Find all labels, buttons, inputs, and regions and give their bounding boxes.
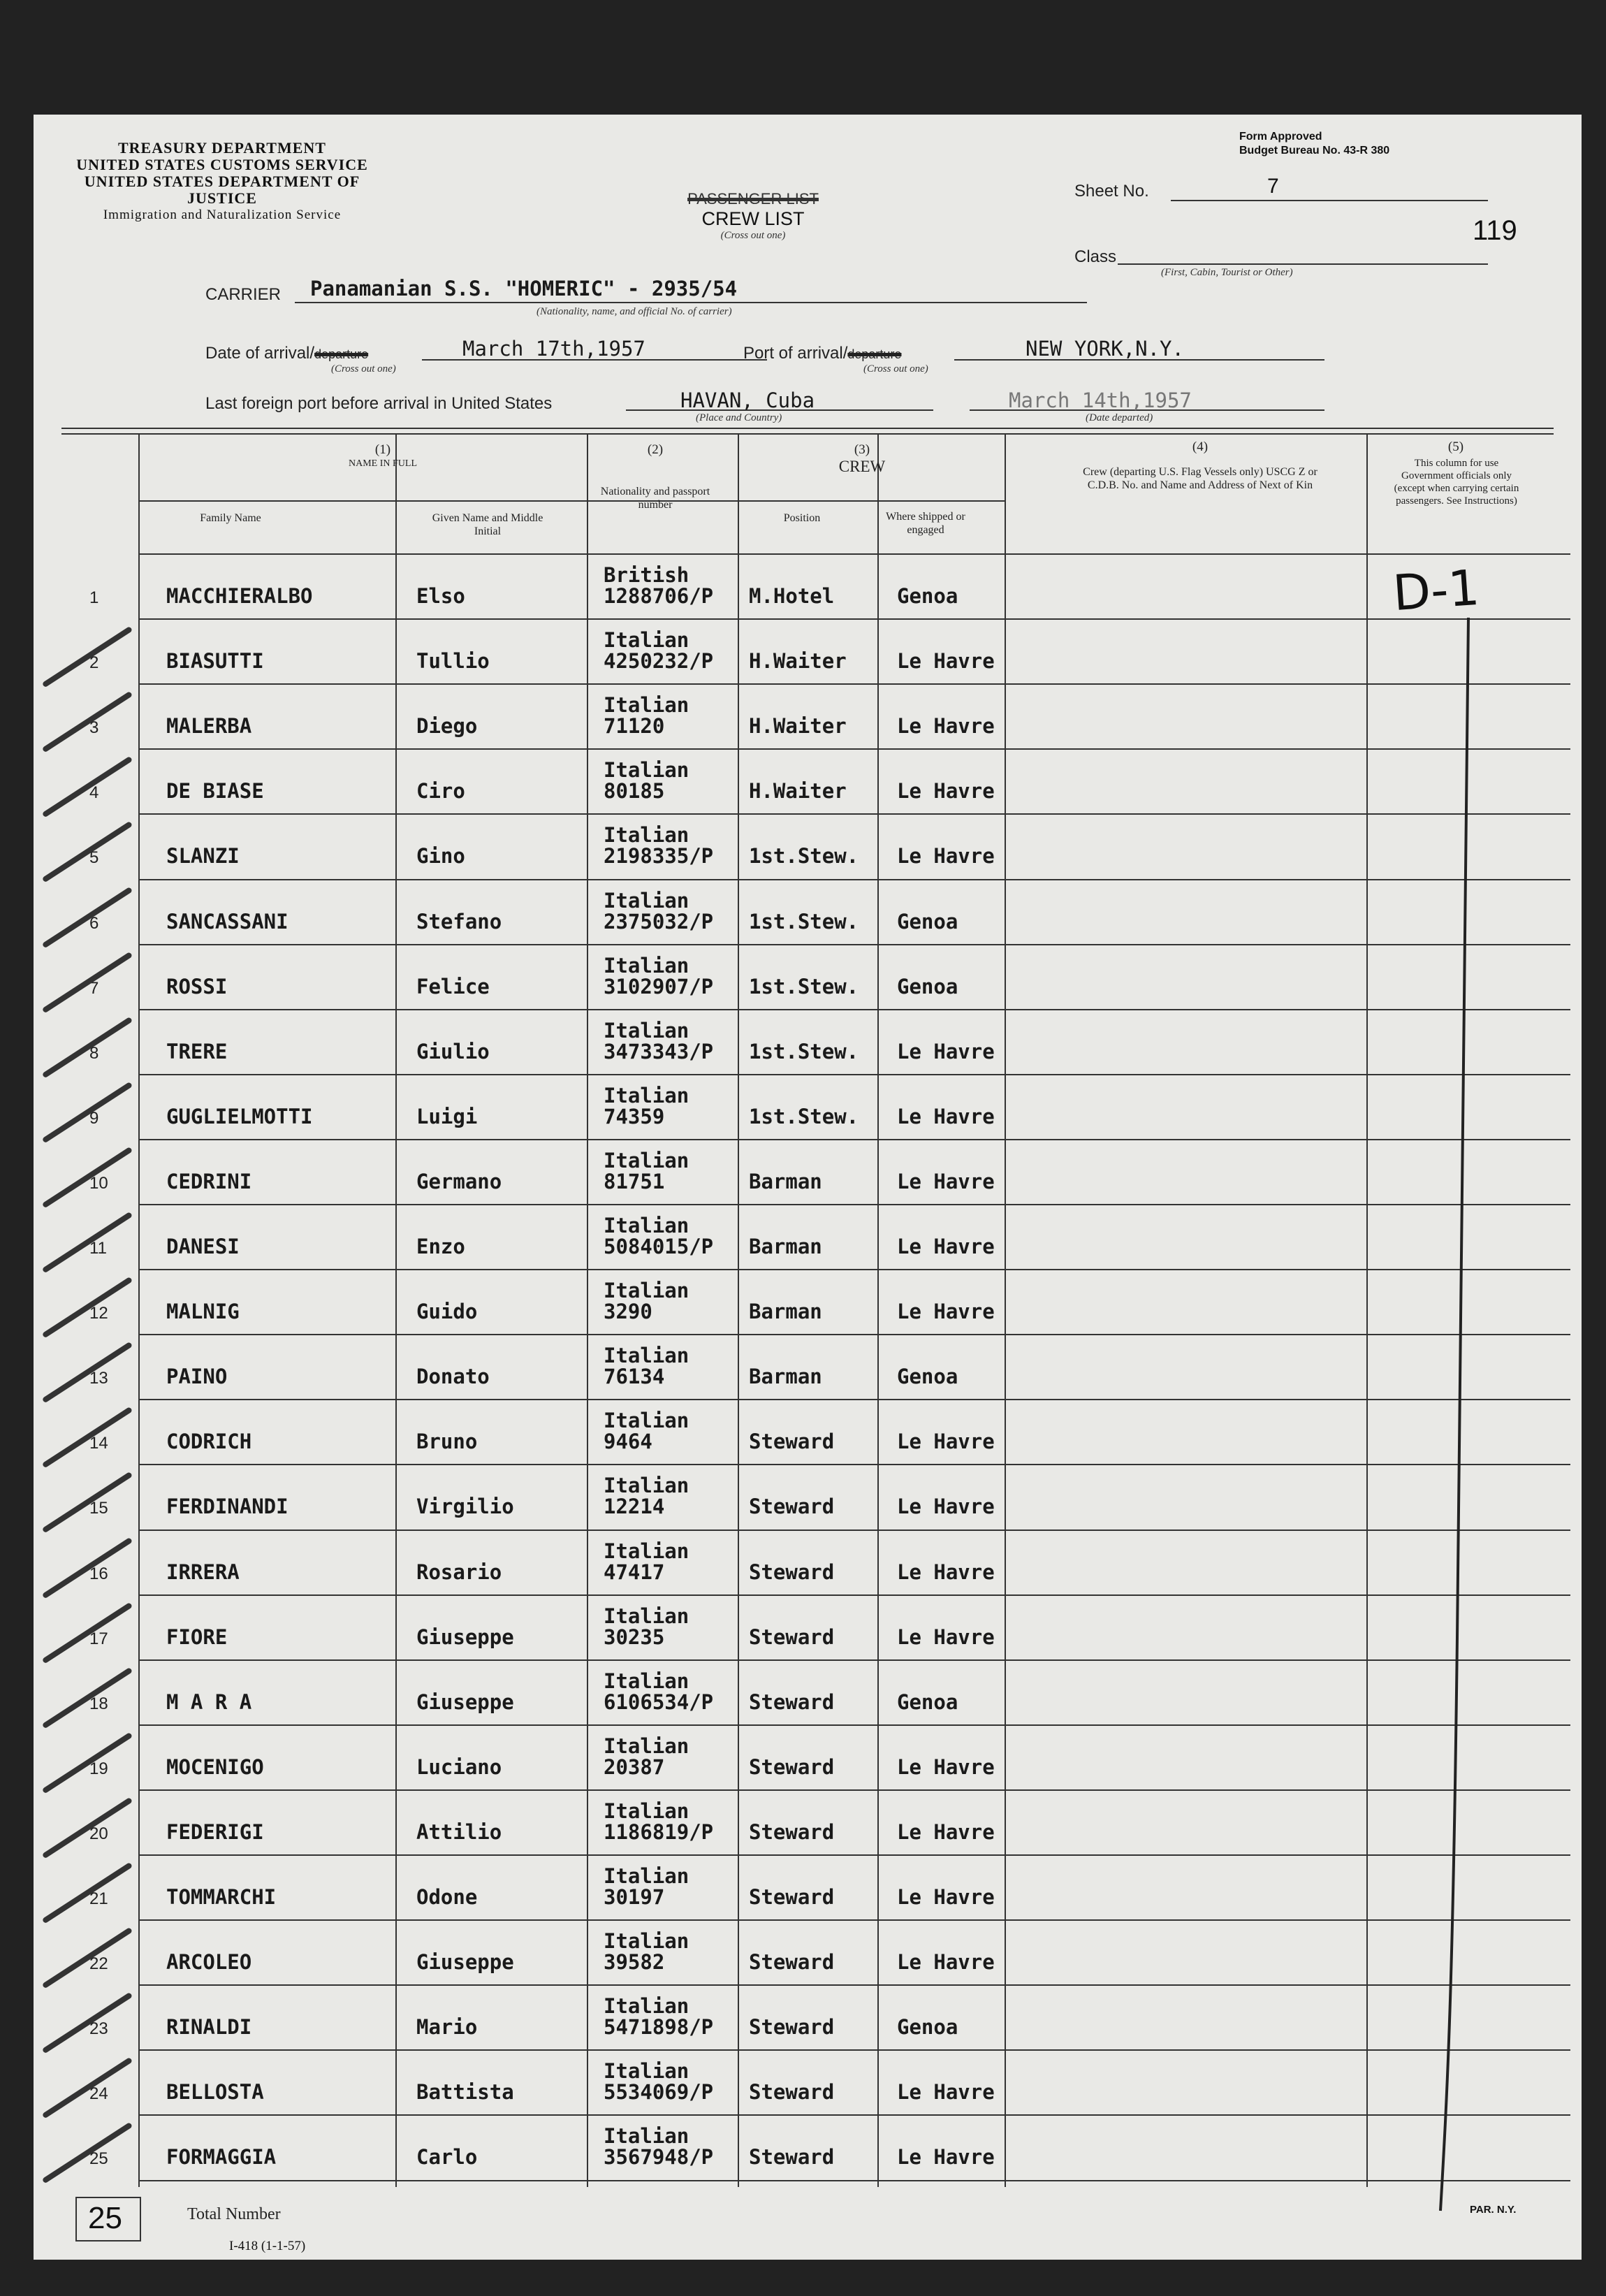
title-note: (Cross out one)	[720, 230, 786, 241]
arrival-port-note: (Cross out one)	[863, 363, 928, 375]
cell-where-engaged: Le Havre	[897, 1169, 995, 1193]
last-port-value: HAVAN, Cuba	[680, 388, 815, 412]
cell-position: Steward	[749, 2145, 835, 2170]
row-number: 8	[89, 1043, 99, 1063]
cell-where-engaged: Genoa	[897, 2015, 958, 2040]
row-number: 16	[89, 1564, 108, 1583]
col3-number: (3)	[854, 442, 870, 457]
check-slash-mark	[42, 626, 133, 688]
dept-line-1: TREASURY DEPARTMENT	[118, 139, 326, 157]
cell-position: Steward	[749, 1430, 835, 1454]
list-title	[627, 190, 879, 242]
check-slash-mark	[42, 1472, 133, 1533]
cell-nationality: Italian	[604, 1864, 689, 1888]
check-slash-mark	[42, 1277, 133, 1338]
page-stamp: 119	[1473, 215, 1517, 246]
cell-where-engaged: Le Havre	[897, 1560, 995, 1584]
header-rule	[738, 500, 1005, 502]
title: CREW LIST	[701, 208, 805, 229]
crew-list-form	[34, 115, 1582, 2260]
cell-position: Steward	[749, 2080, 835, 2105]
column-rule	[587, 435, 588, 2187]
total-value: 25	[88, 2201, 122, 2235]
cell-where-engaged: Le Havre	[897, 1819, 995, 1844]
cell-family-name: RINALDI	[166, 2015, 252, 2040]
check-slash-mark	[42, 886, 133, 947]
cell-passport-number: 39582	[604, 1950, 665, 1975]
cell-family-name: ARCOLEO	[166, 1950, 252, 1975]
cell-position: 1st.Stew.	[749, 1039, 859, 1063]
cell-given-name: Giulio	[416, 1039, 490, 1063]
check-slash-mark	[42, 2057, 133, 2119]
date-departed-note: (Date departed)	[1086, 412, 1153, 423]
cell-position: 1st.Stew.	[749, 909, 859, 933]
printer-mark: PAR. N.Y.	[1470, 2204, 1517, 2216]
row-number: 2	[89, 653, 99, 673]
row-number: 19	[89, 1759, 108, 1778]
cell-position: Steward	[749, 1754, 835, 1779]
row-number: 22	[89, 1954, 108, 1974]
cell-where-engaged: Le Havre	[897, 1104, 995, 1128]
check-slash-mark	[42, 1732, 133, 1794]
row-number: 1	[89, 588, 99, 607]
check-slash-mark	[42, 1927, 133, 1989]
arrival-port-label-text: Port of arrival/	[743, 344, 848, 363]
cell-given-name: Ciro	[416, 779, 465, 804]
cell-passport-number: 74359	[604, 1104, 665, 1128]
cell-where-engaged: Le Havre	[897, 844, 995, 869]
cell-nationality: Italian	[604, 1994, 689, 2019]
cell-family-name: FEDERIGI	[166, 1819, 264, 1844]
cell-passport-number: 2198335/P	[604, 844, 714, 869]
row-number: 24	[89, 2084, 108, 2104]
row-number: 11	[89, 1239, 107, 1258]
cell-family-name: MALNIG	[166, 1300, 240, 1324]
cell-position: 1st.Stew.	[749, 844, 859, 869]
row-number: 5	[89, 848, 99, 868]
cell-family-name: MOCENIGO	[166, 1754, 264, 1779]
sheet-label: Sheet No.	[1074, 182, 1149, 201]
cell-where-engaged: Genoa	[897, 974, 958, 998]
cell-nationality: Italian	[604, 1083, 689, 1107]
cell-passport-number: 30197	[604, 1885, 665, 1909]
cell-family-name: FORMAGGIA	[166, 2145, 277, 2170]
cell-position: Barman	[749, 1365, 822, 1389]
cell-passport-number: 5084015/P	[604, 1235, 714, 1258]
cell-where-engaged: Le Havre	[897, 2080, 995, 2105]
margin-mark: D-1	[1391, 558, 1482, 623]
cell-given-name: Guido	[416, 1300, 478, 1324]
cell-nationality: Italian	[604, 628, 689, 653]
cell-family-name: FERDINANDI	[166, 1495, 289, 1519]
cell-passport-number: 30235	[604, 1625, 665, 1649]
cell-family-name: ROSSI	[166, 974, 228, 998]
col4-title: Crew (departing U.S. Flag Vessels only) USCG Z or C.D.B. No. and Name and Address of Next of Kin	[1083, 466, 1317, 491]
cell-given-name: Bruno	[416, 1430, 478, 1454]
arrival-date-label	[205, 344, 368, 363]
cell-position: Steward	[749, 1560, 835, 1584]
arrival-date-struck: departure	[314, 347, 369, 361]
ink-line	[1291, 590, 1501, 2281]
cell-passport-number: 4250232/P	[604, 649, 714, 674]
row-number: 4	[89, 783, 99, 803]
cell-nationality: Italian	[604, 1018, 689, 1042]
approval-line-2: Budget Bureau No. 43-R 380	[1239, 145, 1390, 157]
cell-nationality: Italian	[604, 1279, 689, 1303]
approval-line-1: Form Approved	[1239, 131, 1322, 143]
department-header	[61, 140, 383, 224]
cell-given-name: Carlo	[416, 2145, 478, 2170]
check-slash-mark	[42, 1992, 133, 2054]
col5-title: This column for use Government officials only (except when carrying certain passengers. See Instructions)	[1394, 458, 1519, 507]
cell-where-engaged: Le Havre	[897, 649, 995, 674]
cell-family-name: CEDRINI	[166, 1169, 252, 1193]
cell-where-engaged: Genoa	[897, 909, 958, 933]
cell-passport-number: 3473343/P	[604, 1039, 714, 1063]
row-number: 21	[89, 1889, 108, 1908]
cell-given-name: Felice	[416, 974, 490, 998]
row-number: 14	[89, 1434, 108, 1453]
cell-given-name: Rosario	[416, 1560, 502, 1584]
cell-nationality: Italian	[604, 1604, 689, 1628]
cell-nationality: Italian	[604, 1734, 689, 1758]
cell-position: Barman	[749, 1169, 822, 1193]
total-label: Total Number	[187, 2205, 281, 2223]
column-rule	[1005, 435, 1006, 2187]
cell-nationality: Italian	[604, 1539, 689, 1563]
cell-family-name: FIORE	[166, 1625, 228, 1649]
dept-line-3: UNITED STATES DEPARTMENT OF JUSTICE	[84, 173, 360, 207]
col5-number: (5)	[1447, 439, 1464, 454]
cell-position: 1st.Stew.	[749, 974, 859, 998]
row-number: 7	[89, 978, 99, 998]
cell-where-engaged: Le Havre	[897, 1495, 995, 1519]
cell-family-name: MACCHIERALBO	[166, 584, 313, 608]
cell-given-name: Mario	[416, 2015, 478, 2040]
check-slash-mark	[42, 1667, 133, 1729]
cell-where-engaged: Le Havre	[897, 1235, 995, 1258]
cell-where-engaged: Genoa	[897, 1690, 958, 1714]
dept-line-2: UNITED STATES CUSTOMS SERVICE	[76, 156, 368, 173]
cell-nationality: British	[604, 563, 689, 587]
col-family-name: Family Name	[200, 512, 261, 524]
cell-passport-number: 9464	[604, 1430, 652, 1454]
cell-position: Steward	[749, 1495, 835, 1519]
check-slash-mark	[42, 2122, 133, 2184]
cell-position: Steward	[749, 1690, 835, 1714]
col4-number: (4)	[1192, 439, 1209, 454]
check-slash-mark	[42, 1342, 133, 1403]
cell-nationality: Italian	[604, 1669, 689, 1693]
row-number: 25	[89, 2149, 108, 2169]
cell-where-engaged: Le Havre	[897, 1950, 995, 1975]
check-slash-mark	[42, 691, 133, 753]
cell-family-name: BELLOSTA	[166, 2080, 264, 2105]
arrival-date-note: (Cross out one)	[331, 363, 396, 375]
col-where: Where shipped or engaged	[886, 511, 965, 536]
cell-family-name: IRRERA	[166, 1560, 240, 1584]
cell-passport-number: 1288706/P	[604, 584, 714, 608]
cell-family-name: BIASUTTI	[166, 649, 264, 674]
cell-passport-number: 20387	[604, 1754, 665, 1779]
cell-nationality: Italian	[604, 693, 689, 718]
arrival-port-struck: departure	[847, 347, 902, 361]
cell-family-name: TOMMARCHI	[166, 1885, 277, 1909]
col2-number: (2)	[647, 442, 664, 457]
cell-where-engaged: Genoa	[897, 584, 958, 608]
check-slash-mark	[42, 1602, 133, 1664]
cell-given-name: Attilio	[416, 1819, 502, 1844]
cell-position: H.Waiter	[749, 649, 847, 674]
cell-family-name: TRERE	[166, 1039, 228, 1063]
cell-given-name: Virgilio	[416, 1495, 514, 1519]
cell-passport-number: 80185	[604, 779, 665, 804]
cell-given-name: Gino	[416, 844, 465, 869]
form-number: I-418 (1-1-57)	[229, 2239, 306, 2253]
cell-family-name: CODRICH	[166, 1430, 252, 1454]
carrier-note: (Nationality, name, and official No. of carrier)	[536, 306, 732, 317]
class-note: (First, Cabin, Tourist or Other)	[1161, 267, 1293, 278]
cell-family-name: MALERBA	[166, 714, 252, 739]
arrival-date-label-text: Date of arrival/	[205, 344, 315, 363]
cell-position: Barman	[749, 1300, 822, 1324]
check-slash-mark	[42, 1862, 133, 1924]
arrival-port-label	[743, 344, 901, 363]
row-number: 15	[89, 1499, 108, 1518]
cell-position: H.Waiter	[749, 779, 847, 804]
cell-family-name: DANESI	[166, 1235, 240, 1258]
cell-family-name: PAINO	[166, 1365, 228, 1389]
cell-given-name: Luciano	[416, 1754, 502, 1779]
cell-where-engaged: Le Havre	[897, 1754, 995, 1779]
row-number: 20	[89, 1824, 108, 1843]
cell-nationality: Italian	[604, 1344, 689, 1368]
cell-position: Steward	[749, 1625, 835, 1649]
cell-given-name: Enzo	[416, 1235, 465, 1258]
check-slash-mark	[42, 1407, 133, 1468]
cell-where-engaged: Le Havre	[897, 1885, 995, 1909]
cell-given-name: Odone	[416, 1885, 478, 1909]
col-nationality: Nationality and passport number	[600, 486, 710, 511]
check-slash-mark	[42, 1797, 133, 1859]
col1-title: NAME IN FULL	[349, 458, 417, 469]
cell-nationality: Italian	[604, 1409, 689, 1433]
cell-given-name: Luigi	[416, 1104, 478, 1128]
cell-passport-number: 1186819/P	[604, 1819, 714, 1844]
cell-nationality: Italian	[604, 1929, 689, 1954]
cell-given-name: Donato	[416, 1365, 490, 1389]
cell-nationality: Italian	[604, 758, 689, 783]
cell-given-name: Diego	[416, 714, 478, 739]
col-given-name: Given Name and Middle Initial	[432, 512, 543, 537]
cell-nationality: Italian	[604, 1148, 689, 1172]
check-slash-mark	[42, 952, 133, 1013]
carrier-value: Panamanian S.S. "HOMERIC" - 2935/54	[310, 277, 738, 300]
cell-nationality: Italian	[604, 2059, 689, 2084]
cell-passport-number: 2375032/P	[604, 909, 714, 933]
cell-given-name: Germano	[416, 1169, 502, 1193]
row-number: 3	[89, 718, 99, 738]
cell-where-engaged: Le Havre	[897, 1039, 995, 1063]
cell-passport-number: 3567948/P	[604, 2145, 714, 2170]
cell-family-name: M A R A	[166, 1690, 252, 1714]
cell-family-name: SANCASSANI	[166, 909, 289, 933]
cell-nationality: Italian	[604, 888, 689, 913]
column-rule	[138, 435, 140, 2187]
cell-given-name: Giuseppe	[416, 1690, 514, 1714]
col-crew: CREW	[838, 458, 886, 475]
col-position: Position	[783, 512, 821, 524]
cell-given-name: Giuseppe	[416, 1950, 514, 1975]
row-number: 23	[89, 2019, 108, 2039]
dept-line-4: Immigration and Naturalization Service	[103, 208, 342, 222]
date-departed-value: March 14th,1957	[1009, 388, 1192, 412]
column-rule	[738, 435, 739, 2187]
cell-position: Steward	[749, 1950, 835, 1975]
cell-passport-number: 71120	[604, 714, 665, 739]
column-rule	[395, 435, 397, 2187]
col1-number: (1)	[374, 442, 391, 457]
sheet-number: 7	[1267, 175, 1279, 198]
cell-passport-number: 3290	[604, 1300, 652, 1324]
row-number: 10	[89, 1173, 108, 1193]
cell-given-name: Stefano	[416, 909, 502, 933]
class-label: Class	[1074, 247, 1117, 266]
header-bottom-rule	[138, 553, 1570, 555]
carrier-label: CARRIER	[205, 285, 282, 304]
cell-passport-number: 3102907/P	[604, 974, 714, 998]
check-slash-mark	[42, 821, 133, 882]
cell-position: H.Waiter	[749, 714, 847, 739]
cell-passport-number: 5534069/P	[604, 2080, 714, 2105]
cell-passport-number: 76134	[604, 1365, 665, 1389]
cell-nationality: Italian	[604, 1214, 689, 1237]
cell-nationality: Italian	[604, 823, 689, 848]
cell-where-engaged: Genoa	[897, 1365, 958, 1389]
cell-position: Steward	[749, 2015, 835, 2040]
last-port-label: Last foreign port before arrival in United States	[205, 394, 553, 413]
check-slash-mark	[42, 1536, 133, 1598]
cell-where-engaged: Le Havre	[897, 1300, 995, 1324]
cell-position: Steward	[749, 1885, 835, 1909]
check-slash-mark	[42, 1147, 133, 1208]
row-number: 9	[89, 1108, 99, 1128]
cell-passport-number: 5471898/P	[604, 2015, 714, 2040]
cell-family-name: DE BIASE	[166, 779, 264, 804]
row-number: 13	[89, 1369, 108, 1388]
cell-given-name: Battista	[416, 2080, 514, 2105]
cell-nationality: Italian	[604, 2124, 689, 2149]
row-number: 18	[89, 1694, 108, 1713]
column-rule	[877, 435, 879, 2187]
cell-family-name: SLANZI	[166, 844, 240, 869]
row-number: 17	[89, 1629, 108, 1648]
cell-given-name: Tullio	[416, 649, 490, 674]
title-struck: PASSENGER LIST	[687, 190, 819, 208]
cell-given-name: Elso	[416, 584, 465, 608]
cell-passport-number: 47417	[604, 1560, 665, 1584]
cell-position: 1st.Stew.	[749, 1104, 859, 1128]
cell-passport-number: 81751	[604, 1169, 665, 1193]
row-number: 6	[89, 913, 99, 933]
form-approval	[1239, 130, 1389, 158]
cell-given-name: Giuseppe	[416, 1625, 514, 1649]
check-slash-mark	[42, 1017, 133, 1078]
cell-family-name: GUGLIELMOTTI	[166, 1104, 313, 1128]
cell-where-engaged: Le Havre	[897, 714, 995, 739]
check-slash-mark	[42, 1082, 133, 1143]
cell-where-engaged: Le Havre	[897, 1625, 995, 1649]
cell-passport-number: 12214	[604, 1495, 665, 1519]
cell-nationality: Italian	[604, 1474, 689, 1498]
last-port-note: (Place and Country)	[696, 412, 782, 423]
arrival-date-value: March 17th,1957	[462, 337, 645, 361]
cell-position: Barman	[749, 1235, 822, 1258]
cell-position: Steward	[749, 1819, 835, 1844]
cell-nationality: Italian	[604, 1799, 689, 1823]
cell-nationality: Italian	[604, 953, 689, 978]
cell-where-engaged: Le Havre	[897, 2145, 995, 2170]
cell-where-engaged: Le Havre	[897, 779, 995, 804]
arrival-port-value: NEW YORK,N.Y.	[1025, 337, 1184, 361]
cell-where-engaged: Le Havre	[897, 1430, 995, 1454]
check-slash-mark	[42, 756, 133, 818]
cell-position: M.Hotel	[749, 584, 835, 608]
check-slash-mark	[42, 1212, 133, 1273]
cell-passport-number: 6106534/P	[604, 1690, 714, 1714]
row-number: 12	[89, 1304, 108, 1323]
